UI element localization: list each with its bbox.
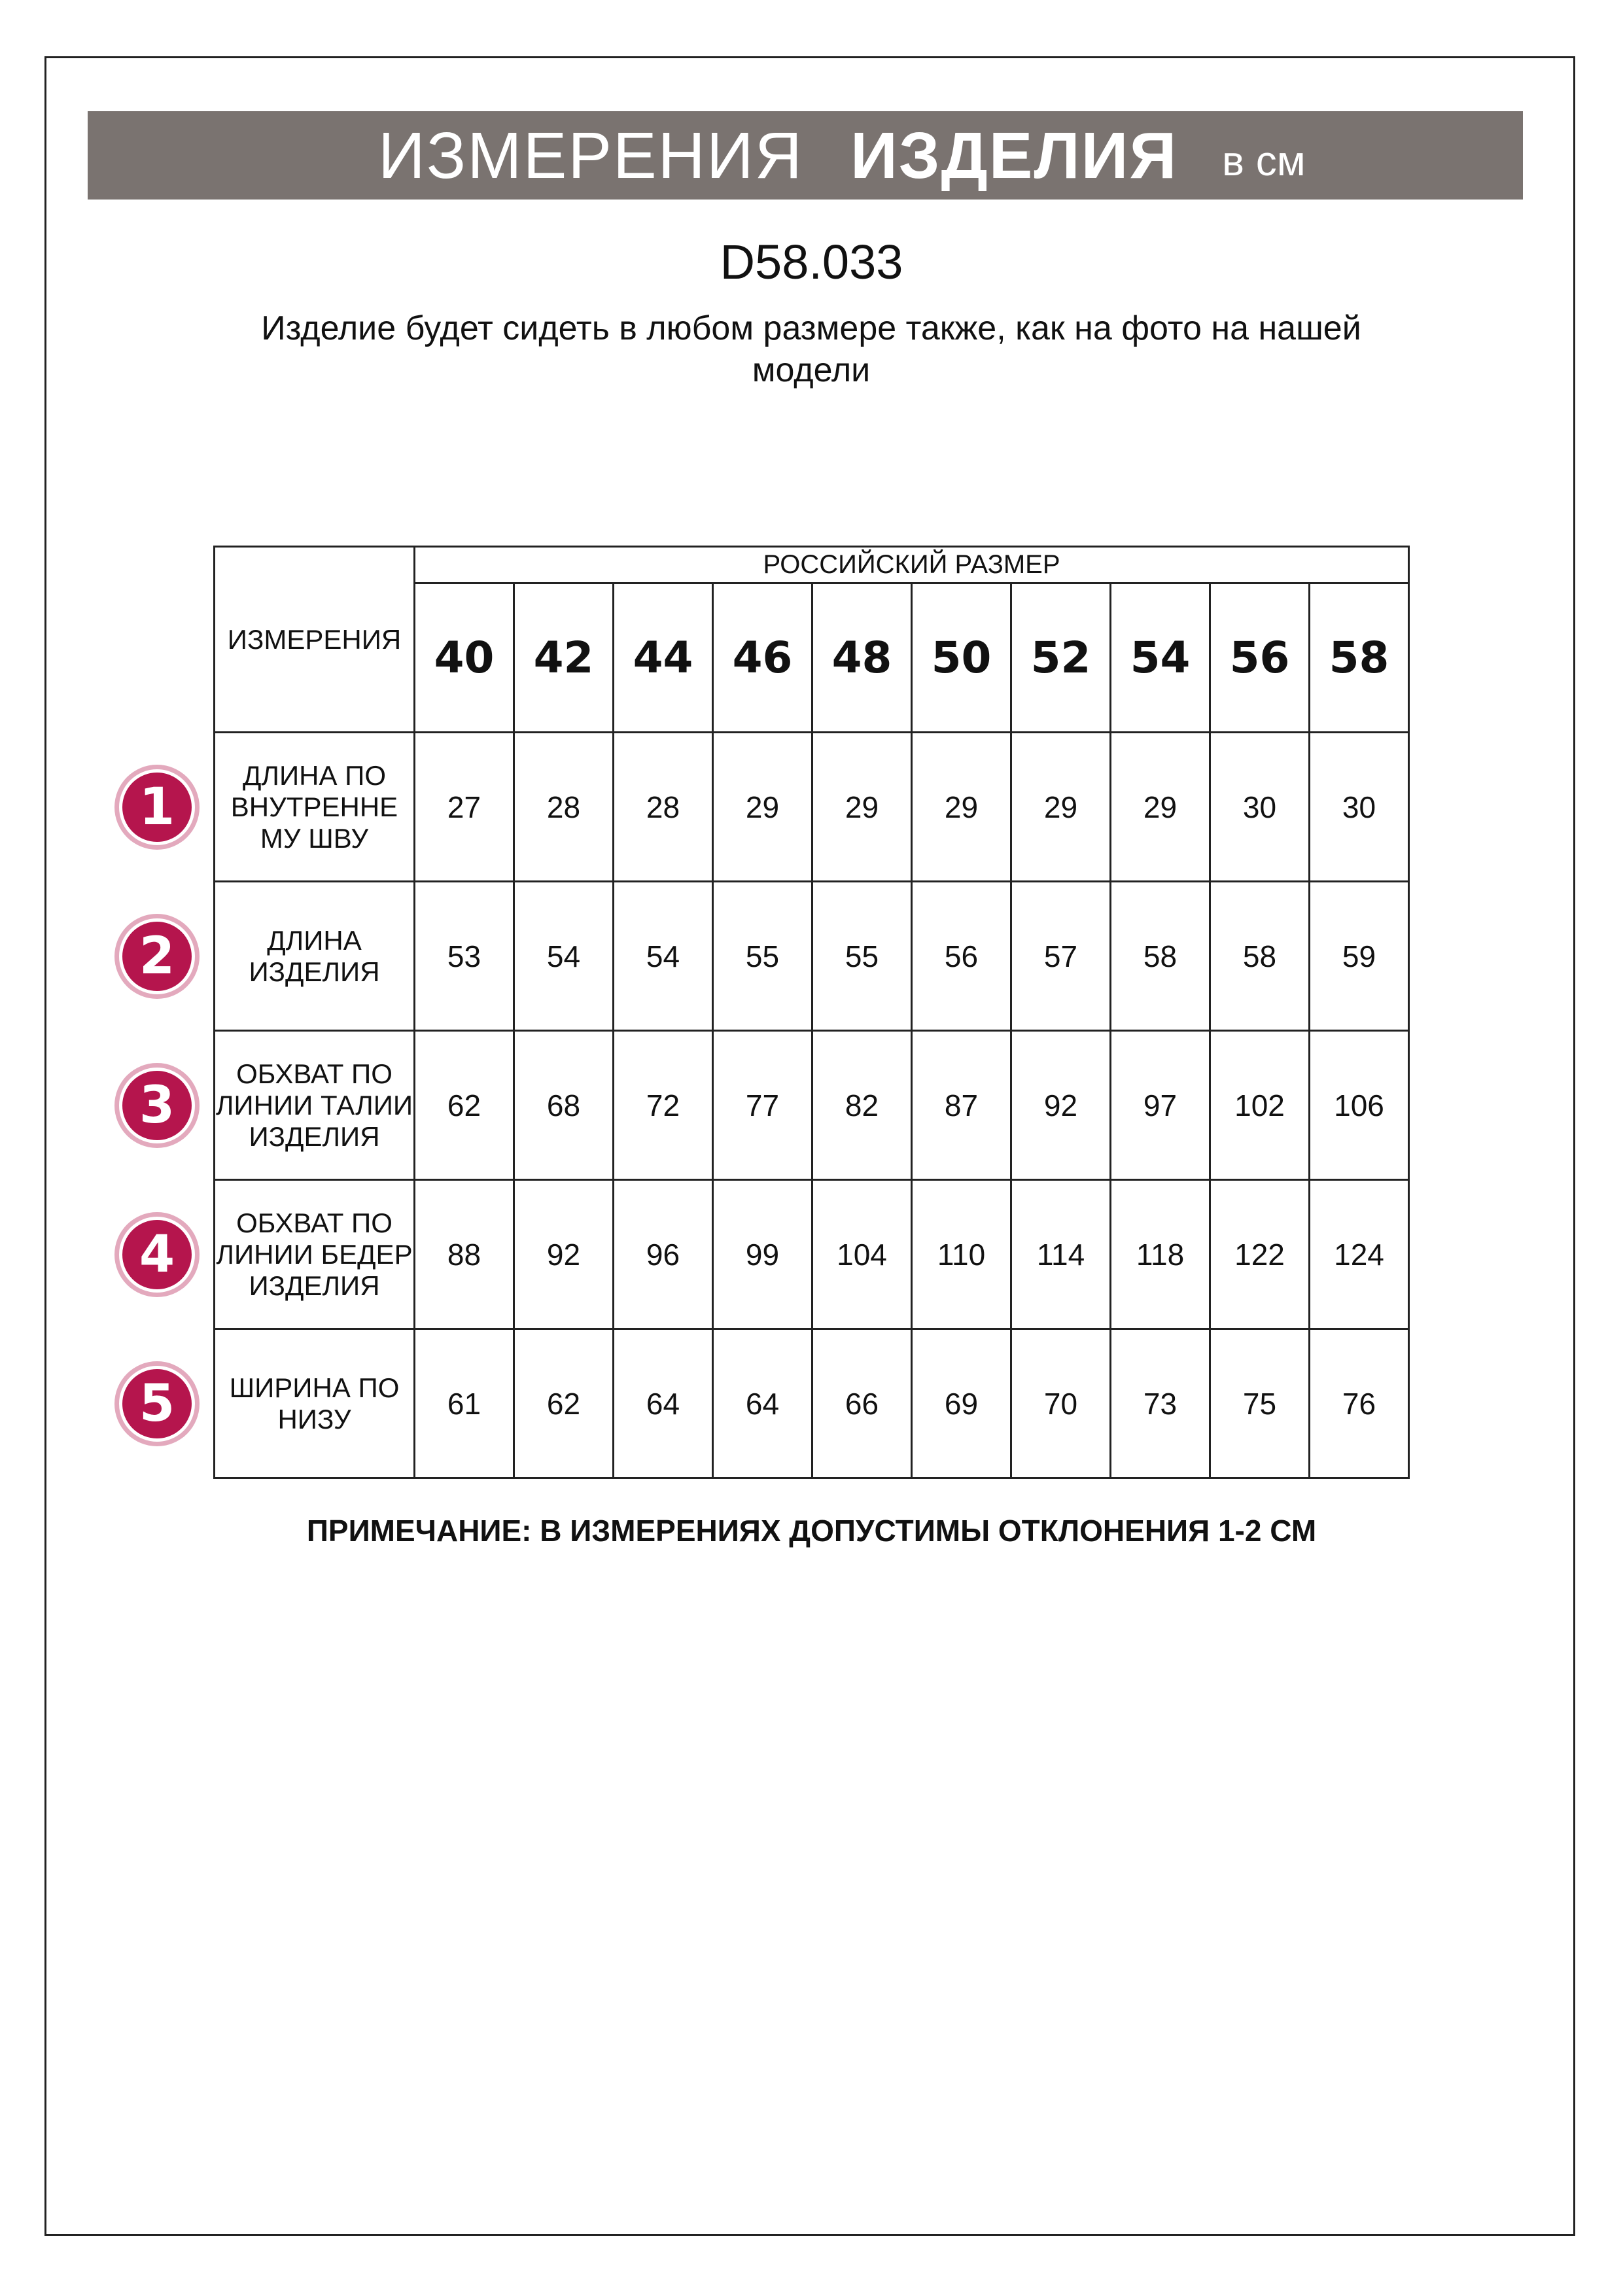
row-number-badge: 4 [119, 1217, 195, 1293]
measurement-value: 29 [912, 733, 1011, 882]
measurement-value: 62 [415, 1031, 514, 1180]
measurement-value: 57 [1011, 882, 1111, 1031]
measurement-row [215, 1031, 1409, 1180]
corner-label: ИЗМЕРЕНИЯ [215, 547, 415, 733]
title-banner [88, 111, 1523, 200]
measurement-value: 92 [1011, 1031, 1111, 1180]
measurement-value: 124 [1310, 1180, 1409, 1329]
measurement-value: 118 [1111, 1180, 1210, 1329]
measurement-value: 110 [912, 1180, 1011, 1329]
measurement-value: 58 [1111, 882, 1210, 1031]
measurement-row [215, 1329, 1409, 1478]
measurement-value: 55 [713, 882, 812, 1031]
row-number-badge: 5 [119, 1366, 195, 1442]
row-number-badge: 1 [119, 769, 195, 845]
measurement-value: 92 [514, 1180, 614, 1329]
size-header: 58 [1310, 583, 1409, 733]
measurement-value: 73 [1111, 1329, 1210, 1478]
measurement-value: 70 [1011, 1329, 1111, 1478]
measurement-value: 58 [1210, 882, 1310, 1031]
size-header: 52 [1011, 583, 1111, 733]
measurement-value: 56 [912, 882, 1011, 1031]
measurement-value: 106 [1310, 1031, 1409, 1180]
size-header: 42 [514, 583, 614, 733]
measurement-row [215, 882, 1409, 1031]
measurement-value: 29 [713, 733, 812, 882]
measurement-value: 88 [415, 1180, 514, 1329]
measurement-value: 29 [1111, 733, 1210, 882]
measurement-value: 99 [713, 1180, 812, 1329]
header-row-group [215, 547, 1409, 583]
measurement-value: 72 [614, 1031, 713, 1180]
measurement-label: ОБХВАТ ПО ЛИНИИ БЕДЕР ИЗДЕЛИЯ [215, 1180, 415, 1329]
measurement-value: 97 [1111, 1031, 1210, 1180]
measurement-value: 30 [1210, 733, 1310, 882]
measurement-value: 59 [1310, 882, 1409, 1031]
measurement-label: ШИРИНА ПО НИЗУ [215, 1329, 415, 1478]
measurement-value: 54 [514, 882, 614, 1031]
measurement-value: 53 [415, 882, 514, 1031]
measurement-value: 75 [1210, 1329, 1310, 1478]
measurement-value: 62 [514, 1329, 614, 1478]
title-measurements: ИЗМЕРЕНИЯ [378, 119, 803, 192]
measurement-value: 61 [415, 1329, 514, 1478]
measurement-label: ОБХВАТ ПО ЛИНИИ ТАЛИИ ИЗДЕЛИЯ [215, 1031, 415, 1180]
measurement-value: 64 [713, 1329, 812, 1478]
size-header: 50 [912, 583, 1011, 733]
measurement-value: 64 [614, 1329, 713, 1478]
size-header: 54 [1111, 583, 1210, 733]
row-number-badge: 3 [119, 1068, 195, 1143]
measurement-value: 69 [912, 1329, 1011, 1478]
size-header: 56 [1210, 583, 1310, 733]
size-header: 46 [713, 583, 812, 733]
measurement-label: ДЛИНА ИЗДЕЛИЯ [215, 882, 415, 1031]
measurement-value: 68 [514, 1031, 614, 1180]
size-table [213, 546, 1410, 1479]
measurement-value: 27 [415, 733, 514, 882]
measurement-value: 28 [614, 733, 713, 882]
size-header: 48 [812, 583, 912, 733]
measurement-value: 28 [514, 733, 614, 882]
measurement-value: 55 [812, 882, 912, 1031]
measurement-value: 87 [912, 1031, 1011, 1180]
measurement-value: 104 [812, 1180, 912, 1329]
tolerance-note: ПРИМЕЧАНИЕ: В ИЗМЕРЕНИЯХ ДОПУСТИМЫ ОТКЛОНЕНИЯ 1-2 СМ [306, 1514, 1317, 1548]
measurement-value: 102 [1210, 1031, 1310, 1180]
measurement-value: 29 [1011, 733, 1111, 882]
size-group-label: РОССИЙСКИЙ РАЗМЕР [415, 547, 1409, 583]
measurement-value: 82 [812, 1031, 912, 1180]
measurement-label: ДЛИНА ПО ВНУТРЕННЕ МУ ШВУ [215, 733, 415, 882]
measurement-row [215, 1180, 1409, 1329]
fit-description: Изделие будет сидеть в любом размере также, как на фото на нашей модели [261, 309, 1361, 389]
measurement-value: 122 [1210, 1180, 1310, 1329]
measurement-value: 30 [1310, 733, 1409, 882]
title-unit: в см [1222, 137, 1306, 184]
measurement-value: 54 [614, 882, 713, 1031]
measurement-row [215, 733, 1409, 882]
measurement-value: 66 [812, 1329, 912, 1478]
title-garment: ИЗДЕЛИЯ [850, 119, 1178, 192]
size-header: 40 [415, 583, 514, 733]
size-header: 44 [614, 583, 713, 733]
row-number-badge: 2 [119, 918, 195, 994]
measurement-value: 76 [1310, 1329, 1409, 1478]
measurement-value: 77 [713, 1031, 812, 1180]
article-number: D58.033 [720, 235, 903, 289]
measurement-value: 29 [812, 733, 912, 882]
measurement-value: 114 [1011, 1180, 1111, 1329]
measurement-value: 96 [614, 1180, 713, 1329]
